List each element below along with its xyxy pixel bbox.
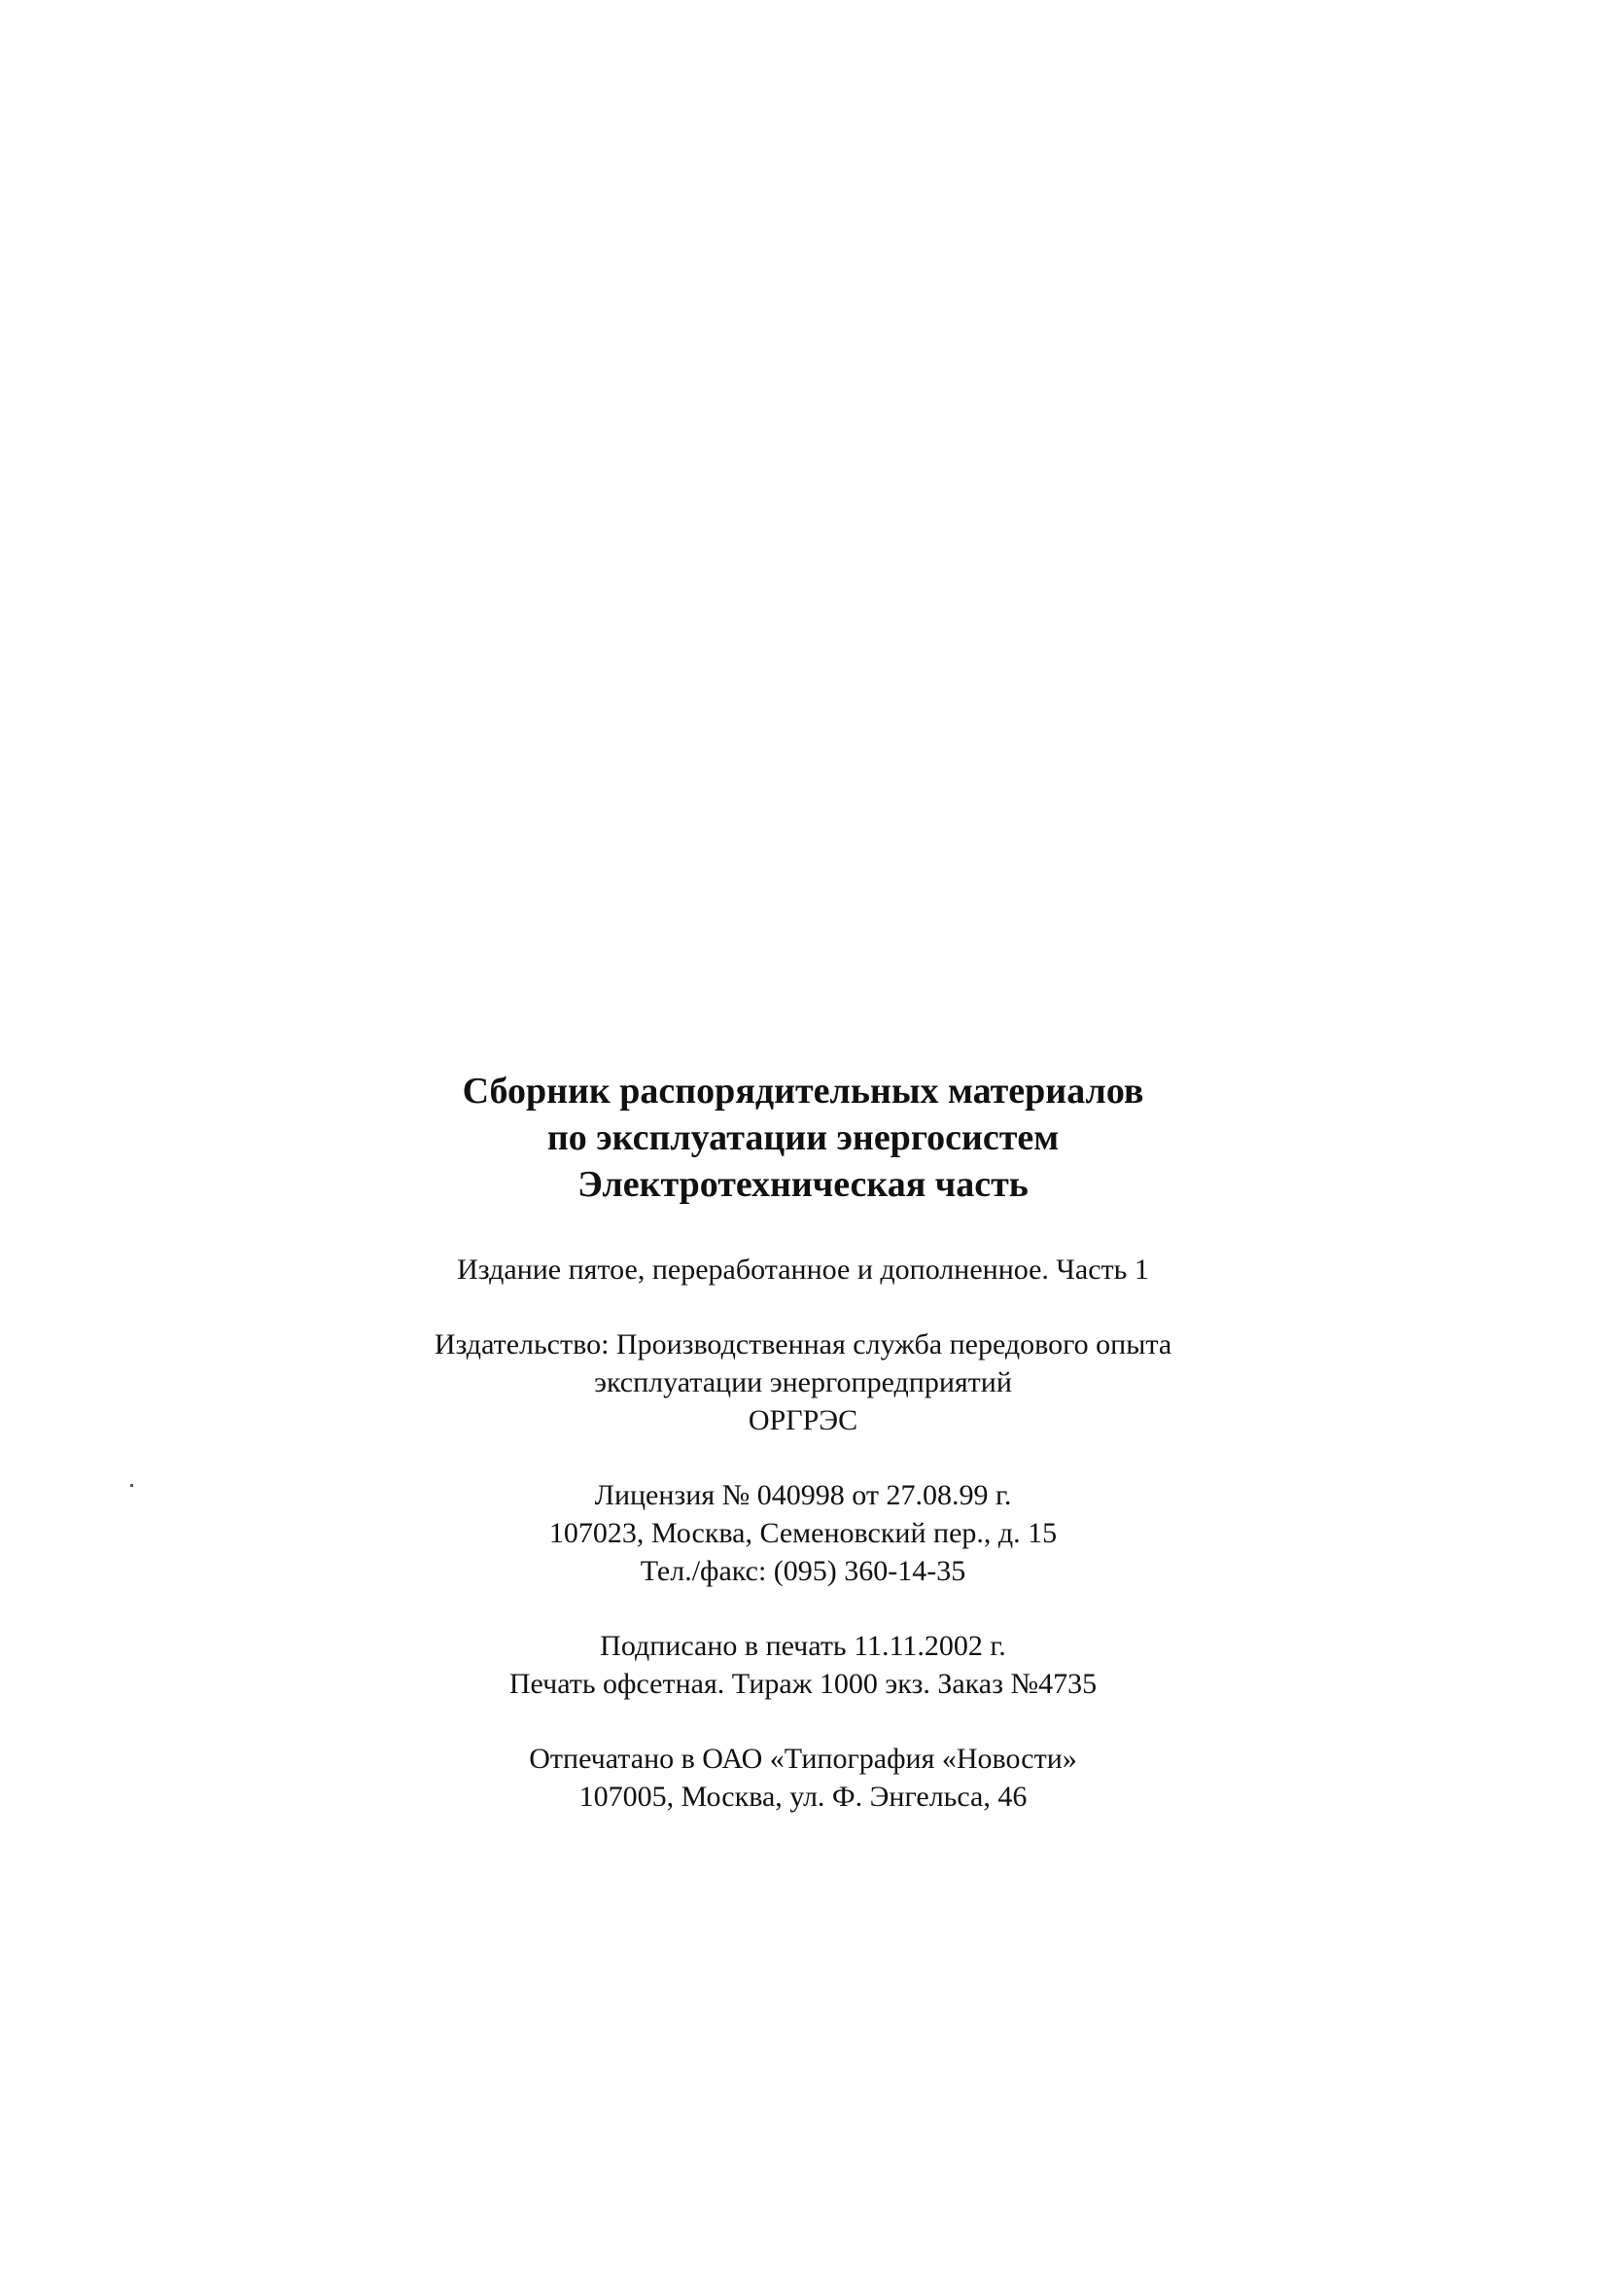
- license-line-2: 107023, Москва, Семеновский пер., д. 15: [548, 1517, 1058, 1549]
- license-info: [317, 1476, 1289, 1590]
- printer-line-1: Отпечатано в ОАО «Типография «Новости»: [529, 1743, 1077, 1775]
- publisher-line-3: ОРГРЭС: [748, 1404, 858, 1436]
- publisher-info: [317, 1325, 1289, 1439]
- printer-info: [317, 1740, 1289, 1816]
- imprint-block: [317, 1068, 1289, 1853]
- book-title-line-2: по эксплуатации энергосистем: [546, 1117, 1060, 1158]
- scan-speck: [130, 1484, 133, 1487]
- printer-line-2: 107005, Москва, ул. Ф. Энгельса, 46: [578, 1781, 1028, 1813]
- printing-line-2: Печать офсетная. Тираж 1000 экз. Заказ №4735: [508, 1668, 1098, 1700]
- book-title-line-1: Сборник распорядительных материалов: [462, 1071, 1144, 1112]
- printing-line-1: Подписано в печать 11.11.2002 г.: [600, 1630, 1006, 1662]
- edition-line: Издание пятое, переработанное и дополненное. Часть 1: [457, 1254, 1149, 1286]
- book-title: [317, 1068, 1289, 1208]
- license-line-1: Лицензия № 040998 от 27.08.99 г.: [594, 1479, 1012, 1511]
- edition-info: [317, 1251, 1289, 1289]
- printing-info: [317, 1627, 1289, 1703]
- publisher-line-1: Издательство: Производственная служба передового опыта: [434, 1328, 1172, 1360]
- publisher-line-2: эксплуатации энергопредприятий: [594, 1366, 1012, 1398]
- book-title-line-3: Электротехническая часть: [577, 1164, 1029, 1205]
- license-line-3: Тел./факс: (095) 360-14-35: [640, 1555, 966, 1587]
